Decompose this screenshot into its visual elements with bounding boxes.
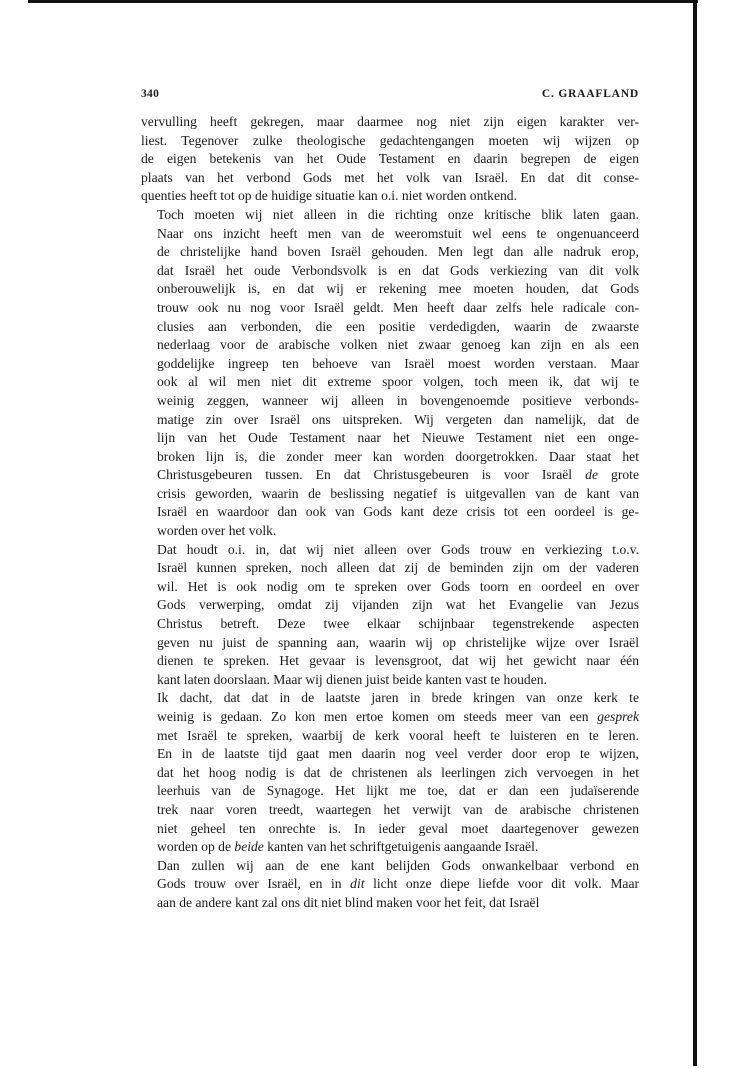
text-line: broken lijn is, die zonder meer kan worden doorgetrokken. Daar staat het (157, 448, 639, 464)
text-line: Israël kunnen spreken, noch alleen dat zij de beminden zijn om der vaderen (157, 560, 639, 576)
text-line: geven nu juist de spanning aan, waarin wij op christelijke wijze over Israël (157, 634, 639, 650)
text-line: En in de laatste tijd gaat men daarin nog veel verder door erop te wijzen, (157, 746, 639, 762)
paragraph (141, 113, 639, 206)
text-line: de eigen betekenis van het Oude Testament en daarin begrepen de eigen (141, 151, 639, 167)
text-line: kant laten doorslaan. Maar wij dienen juist beide kanten vast te houden. (157, 671, 547, 687)
text-line: Naar ons inzicht heeft men van de weeromstuit wel eens te ongenuanceerd (157, 225, 639, 241)
text-line: niet geheel ten onrechte is. In ieder geval moet daartegenover gewezen (157, 820, 639, 836)
text-line: nederlaag voor de arabische volken niet zwaar genoeg kan zijn en als een (157, 337, 639, 353)
text-line: dat het hoog nodig is dat de christenen als leerlingen zich vervoegen in het (157, 764, 639, 780)
text-line: vervulling heeft gekregen, maar daarmee nog niet zijn eigen karakter ver- (141, 114, 639, 129)
running-head-author: C. GRAAFLAND (541, 88, 639, 100)
paragraph (141, 689, 639, 856)
page-number: 340 (141, 88, 160, 100)
text-line: Christus betreft. Deze twee elkaar schijnbaar tegenstrekende aspecten (157, 616, 639, 632)
scan-edge-right (693, 0, 697, 1066)
text-line: Christusgebeuren tussen. En dat Christusgebeuren is voor Israël de grote (157, 467, 639, 483)
text-line: ook al wil men niet dit extreme spoor volgen, toch meen ik, dat wij te (157, 374, 639, 390)
paragraph (141, 857, 639, 913)
text-line: Dat houdt o.i. in, dat wij niet alleen over Gods trouw en verkiezing t.o.v. (157, 541, 639, 557)
text-line: matige zin over Israël ons uitspreken. Wij vergeten dan namelijk, dat de (157, 411, 639, 427)
paragraph (141, 206, 639, 541)
text-line: Ik dacht, dat dat in de laatste jaren in brede kringen van onze kerk te (157, 690, 639, 706)
text-line: Israël en waardoor dan ook van Gods kant deze crisis tot een oordeel is ge- (157, 504, 639, 520)
text-line: Toch moeten wij niet alleen in die richting onze kritische blik laten gaan. (157, 206, 639, 222)
text-line: Gods trouw over Israël, en in dit licht onze diepe liefde voor dit volk. Maar (157, 876, 640, 892)
text-line: lijn van het Oude Testament naar het Nieuwe Testament niet een onge- (157, 430, 639, 446)
running-head (141, 88, 639, 100)
text-line: crisis geworden, waarin de beslissing negatief is uitgevallen van de kant van (157, 485, 639, 501)
text-line: trouw ook nu nog voor Israël geldt. Men heeft daar zelfs hele radicale con- (157, 299, 639, 315)
text-line: onberouwelijk is, en dat wij er rekening mee moeten houden, dat Gods (157, 281, 639, 297)
text-line: dat Israël het oude Verbondsvolk is en dat Gods verkiezing van dit volk (157, 262, 639, 278)
text-line: leerhuis van de Synagoge. Het lijkt me toe, dat er dan een judaïserende (157, 783, 639, 799)
text-line: quenties heeft tot op de huidige situatie kan o.i. niet worden ontkend. (141, 188, 518, 204)
text-line: clusies aan verbonden, die een positie verdedigden, waarin de zwaarste (157, 318, 639, 334)
book-page (141, 88, 639, 913)
text-line: trek naar voren treedt, waartegen het verwijt van de arabische christenen (157, 801, 639, 817)
paragraph (141, 541, 639, 690)
text-line: worden over het volk. (157, 523, 277, 539)
text-line: liest. Tegenover zulke theologische gedachtengangen moeten wij wijzen op (141, 132, 639, 148)
text-line: met Israël te spreken, waarbij de kerk vooral heeft te luisteren en te leren. (157, 727, 639, 743)
text-line: plaats van het verbond Gods met het volk van Israël. En dat dit conse- (141, 169, 639, 185)
text-line: Gods verwerping, omdat zij vijanden zijn wat het Evangelie van Jezus (157, 597, 639, 613)
text-line: goddelijke ingreep ten behoeve van Israël moest worden verstaan. Maar (157, 355, 639, 371)
text-line: wil. Het is ook nodig om te spreken over Gods toorn en oordeel en over (157, 578, 639, 594)
text-line: worden op de beide kanten van het schriftgetuigenis aangaande Israël. (157, 839, 539, 855)
text-line: weinig zeggen, wanneer wij alleen in bovengenoemde positieve verbonds- (157, 392, 639, 408)
text-line: de christelijke hand boven Israël gehouden. Men legt dan alle nadruk erop, (157, 244, 639, 260)
text-line: Dan zullen wij aan de ene kant belijden Gods onwankelbaar verbond en (157, 857, 639, 873)
scan-edge-top (28, 0, 698, 3)
text-line: weinig is gedaan. Zo kon men ertoe komen om steeds meer van een gesprek (157, 709, 639, 724)
text-line: dienen te spreken. Het gevaar is levensgroot, dat wij het gewicht naar één (157, 653, 639, 669)
text-line: aan de andere kant zal ons dit niet blind maken voor het feit, dat Israël (157, 894, 540, 910)
body-text (141, 113, 639, 913)
